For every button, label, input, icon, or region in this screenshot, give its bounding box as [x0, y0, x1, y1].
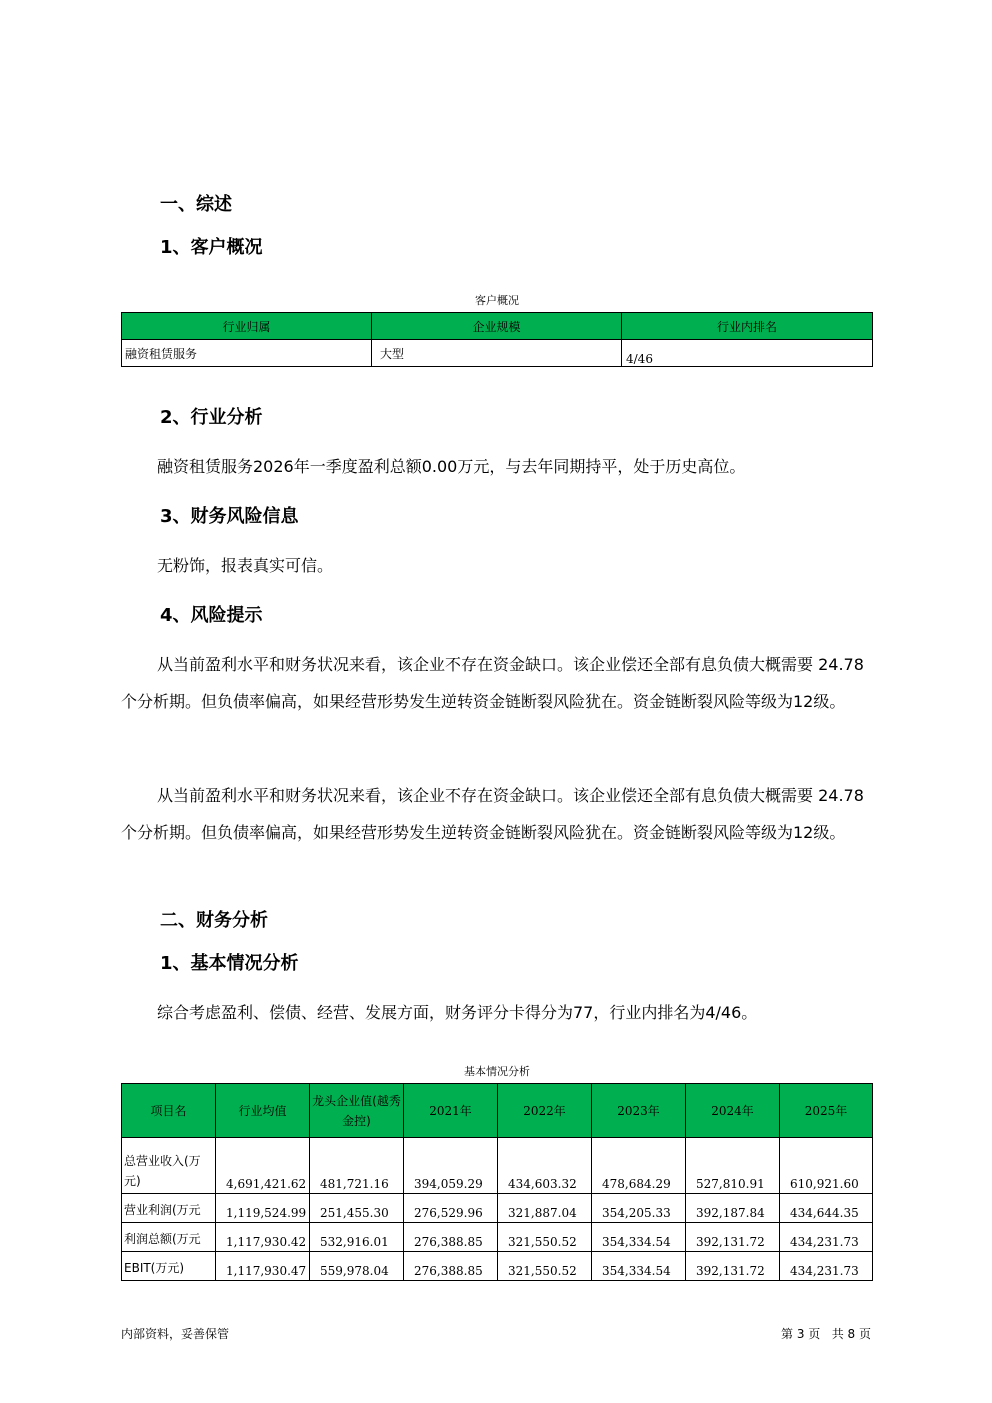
- table-cell: 276,388.85: [404, 1223, 498, 1252]
- table-header-cell: 2021年: [404, 1084, 498, 1138]
- basic-analysis-text: 综合考虑盈利、偿债、经营、发展方面，财务评分卡得分为77，行业内排名为4/46。: [157, 1003, 758, 1022]
- table-cell: 1,119,524.99: [216, 1194, 310, 1223]
- table-cell: 1,117,930.47: [216, 1252, 310, 1281]
- table-cell: 434,603.32: [498, 1138, 592, 1194]
- footer-confidential-note: 内部资料，妥善保管: [121, 1327, 230, 1341]
- table-cell: 481,721.16: [310, 1138, 404, 1194]
- table-header-cell: 行业内排名: [622, 313, 873, 340]
- footer-page-number: 第 3 页 共 8 页: [781, 1327, 871, 1341]
- subsection-title-basic: 1、基本情况分析: [160, 953, 299, 974]
- table-cell: 融资租赁服务: [122, 340, 372, 367]
- table-cell: 251,455.30: [310, 1194, 404, 1223]
- table-cell: 559,978.04: [310, 1252, 404, 1281]
- table-header-cell: 2022年: [498, 1084, 592, 1138]
- table-cell: 527,810.91: [686, 1138, 780, 1194]
- table-cell: 321,550.52: [498, 1252, 592, 1281]
- table-cell: 354,205.33: [592, 1194, 686, 1223]
- table-cell: 276,388.85: [404, 1252, 498, 1281]
- table-cell: 4,691,421.62: [216, 1138, 310, 1194]
- table-row: [122, 1138, 873, 1194]
- section-title-financial-analysis: 二、财务分析: [160, 910, 268, 931]
- customer-overview-table: [121, 312, 873, 367]
- table-header-cell: 2023年: [592, 1084, 686, 1138]
- basic-analysis-table: [121, 1083, 873, 1281]
- table-cell: 394,059.29: [404, 1138, 498, 1194]
- table-header-cell: 行业均值: [216, 1084, 310, 1138]
- table-cell: 4/46: [622, 340, 873, 367]
- table-header-cell: 企业规模: [372, 313, 622, 340]
- table-header-cell: 行业归属: [122, 313, 372, 340]
- table-header-cell: 2024年: [686, 1084, 780, 1138]
- subsection-title-customer: 1、客户概况: [160, 237, 263, 258]
- table-row: [122, 1252, 873, 1281]
- industry-analysis-text: 融资租赁服务2026年一季度盈利总额0.00万元，与去年同期持平，处于历史高位。: [157, 457, 746, 476]
- table-row: [122, 1194, 873, 1223]
- table-cell: 354,334.54: [592, 1252, 686, 1281]
- risk-warning-paragraph: 从当前盈利水平和财务状况来看，该企业不存在资金缺口。该企业偿还全部有息负债大概需要 24.78个分析期。但负债率偏高，如果经营形势发生逆转资金链断裂风险犹在。资金链断裂风险等级为12级。: [121, 655, 864, 711]
- table-header-cell: 龙头企业值(越秀金控): [310, 1084, 404, 1138]
- table-cell: 392,131.72: [686, 1223, 780, 1252]
- table-header-cell: 2025年: [780, 1084, 873, 1138]
- table-header-cell: 项目名: [122, 1084, 216, 1138]
- table-cell: 大型: [372, 340, 622, 367]
- table-cell: 利润总额(万元: [122, 1223, 216, 1252]
- table-cell: 392,187.84: [686, 1194, 780, 1223]
- table-cell: 321,887.04: [498, 1194, 592, 1223]
- table-cell: 532,916.01: [310, 1223, 404, 1252]
- table-cell: 434,644.35: [780, 1194, 873, 1223]
- subsection-title-financial-risk: 3、财务风险信息: [160, 506, 299, 527]
- financial-risk-text: 无粉饰，报表真实可信。: [157, 556, 334, 575]
- table-cell: EBIT(万元): [122, 1252, 216, 1281]
- risk-warning-paragraph: 从当前盈利水平和财务状况来看，该企业不存在资金缺口。该企业偿还全部有息负债大概需要 24.78个分析期。但负债率偏高，如果经营形势发生逆转资金链断裂风险犹在。资金链断裂风险等级为12级。: [121, 786, 864, 842]
- table-caption-basic: 基本情况分析: [464, 1065, 530, 1078]
- table-caption-customer: 客户概况: [475, 294, 519, 307]
- table-cell: 321,550.52: [498, 1223, 592, 1252]
- table-cell: 276,529.96: [404, 1194, 498, 1223]
- table-cell: 354,334.54: [592, 1223, 686, 1252]
- table-row: [122, 1223, 873, 1252]
- subsection-title-industry: 2、行业分析: [160, 407, 263, 428]
- table-cell: 营业利润(万元: [122, 1194, 216, 1223]
- subsection-title-risk-warning: 4、风险提示: [160, 605, 263, 626]
- table-cell: 478,684.29: [592, 1138, 686, 1194]
- table-cell: 610,921.60: [780, 1138, 873, 1194]
- section-title-overview: 一、综述: [160, 194, 232, 215]
- table-cell: 434,231.73: [780, 1252, 873, 1281]
- table-cell: 总营业收入(万元): [122, 1138, 216, 1194]
- table-cell: 1,117,930.42: [216, 1223, 310, 1252]
- table-cell: 434,231.73: [780, 1223, 873, 1252]
- table-cell: 392,131.72: [686, 1252, 780, 1281]
